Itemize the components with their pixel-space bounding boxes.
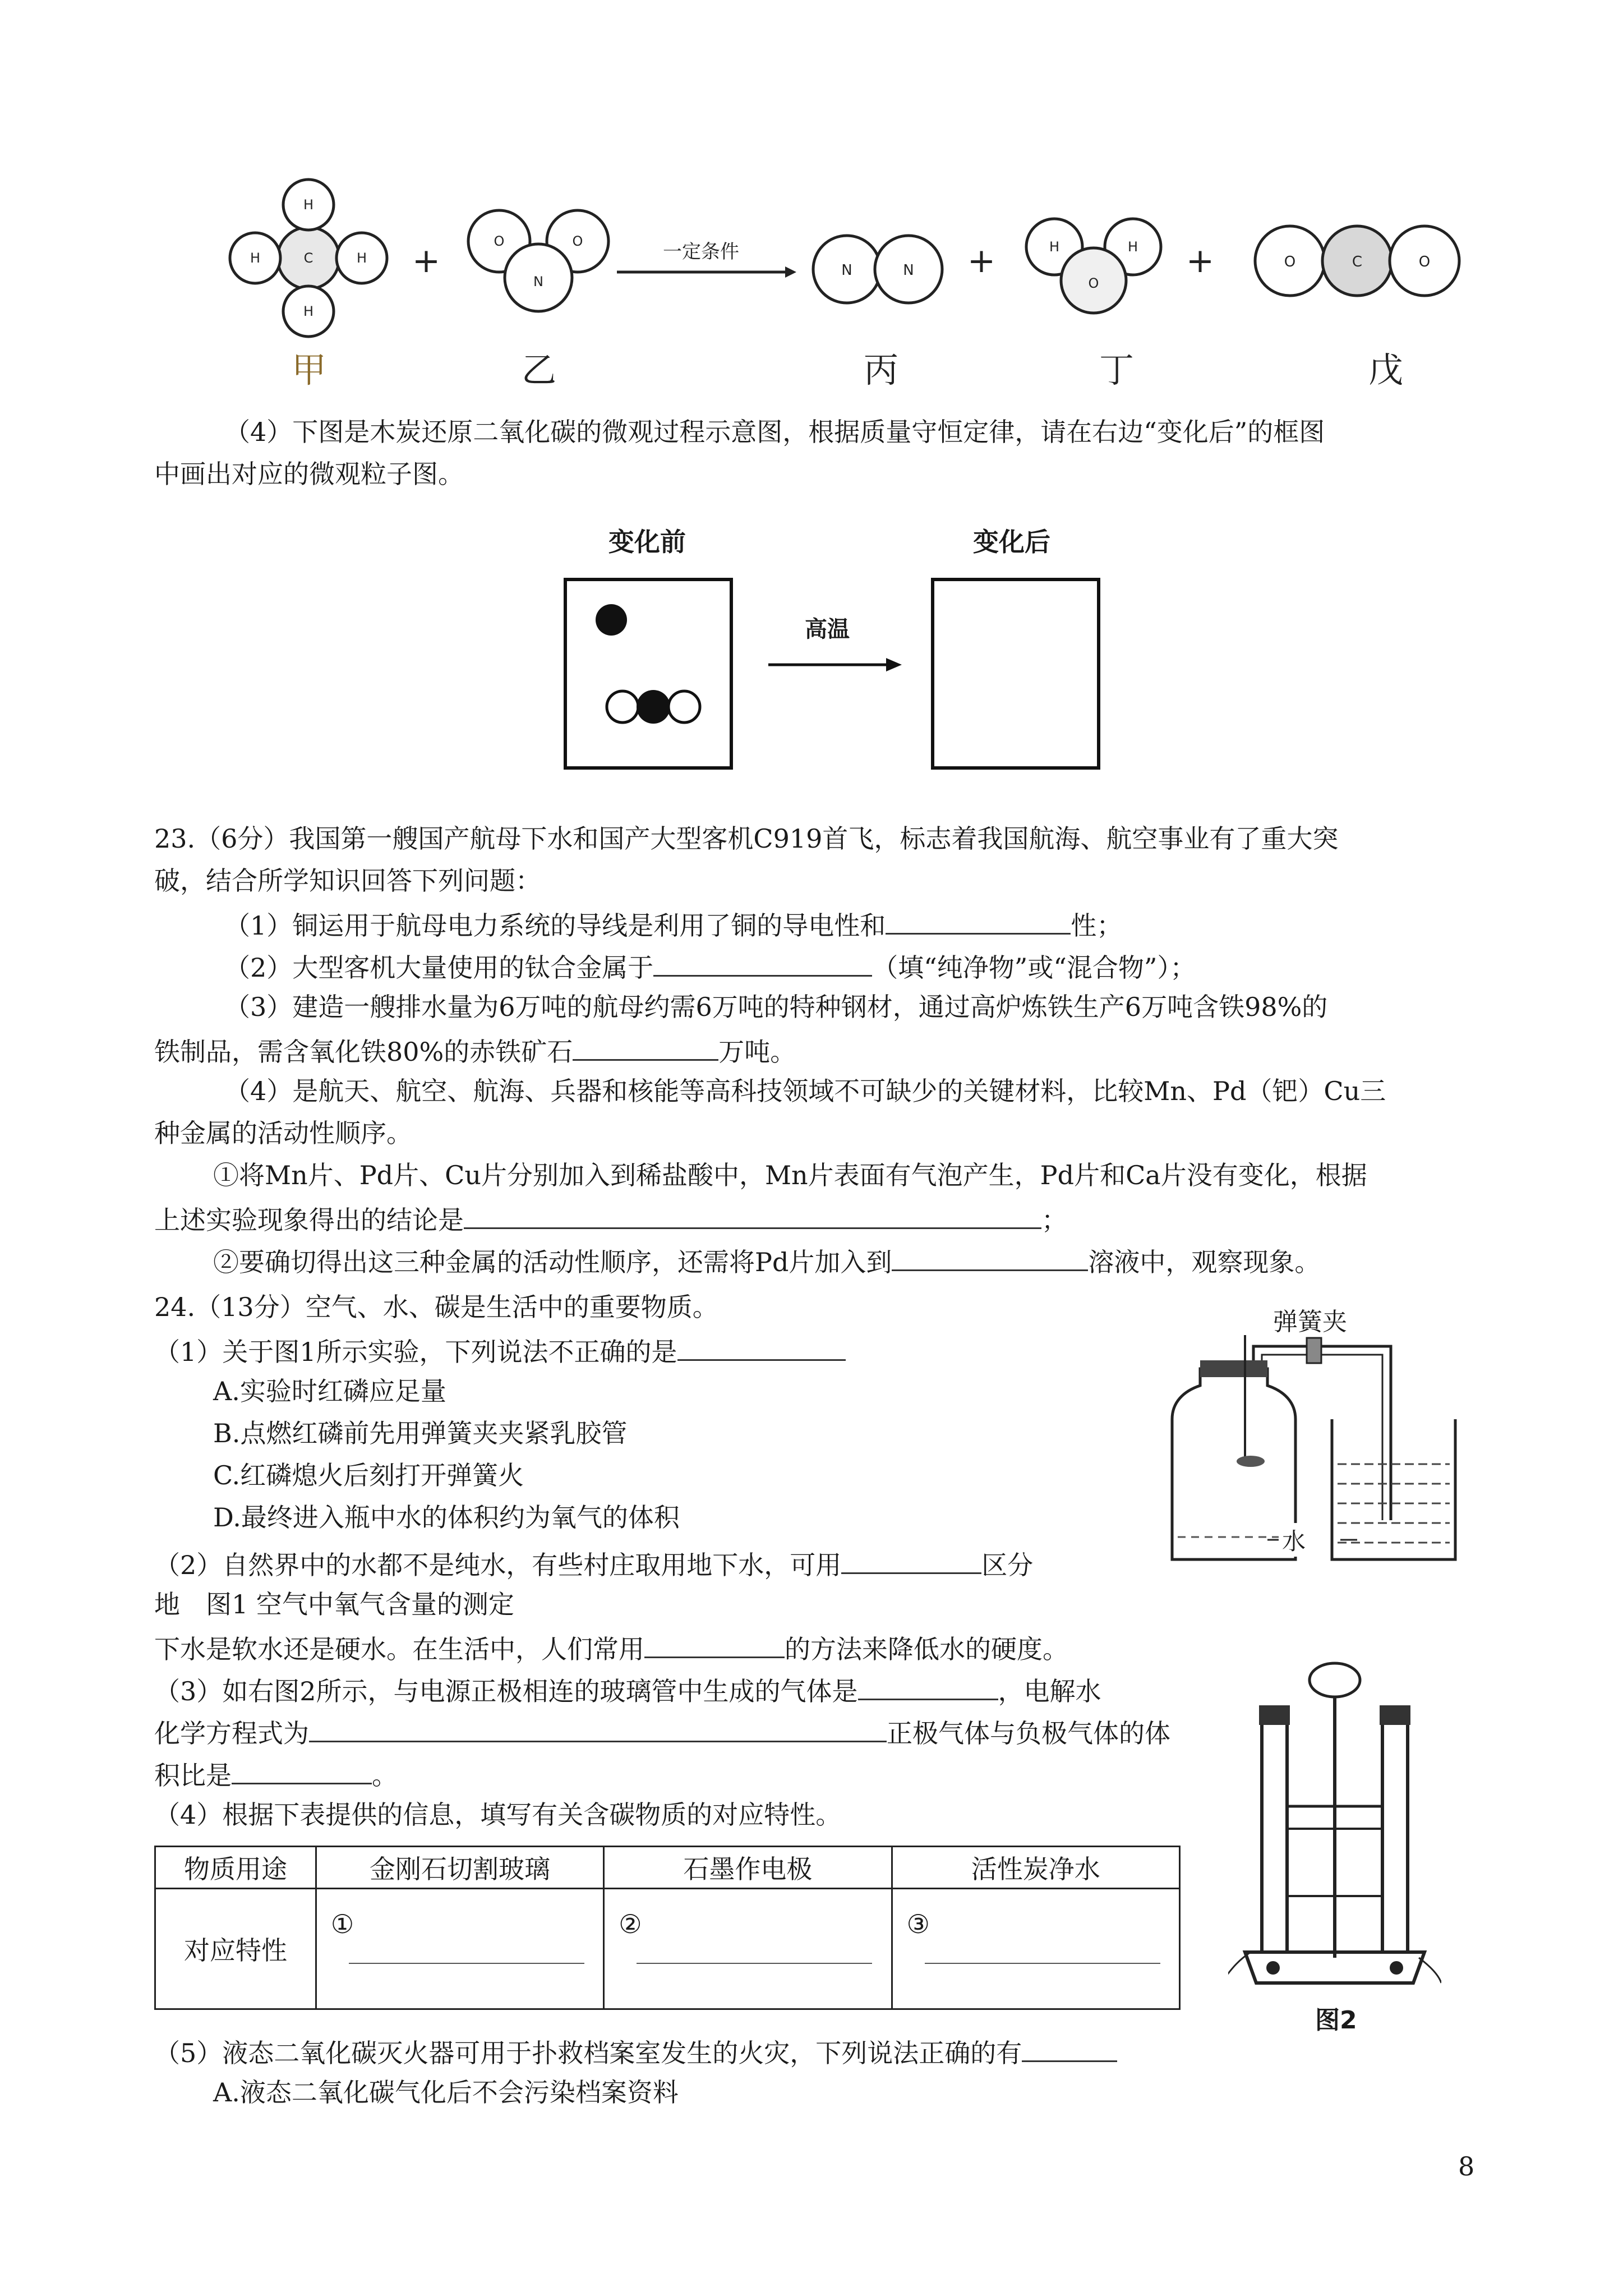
answer-blank[interactable] xyxy=(349,1962,584,1964)
q23-2-suffix: （填“纯净物”或“混合物”）； xyxy=(872,953,1196,983)
q23-2-text: （2）大型客机大量使用的钛合金属于 xyxy=(224,953,654,983)
before-title: 变化前 xyxy=(608,527,686,557)
q24-2-line3 xyxy=(154,1630,1068,1666)
q23-4-sub1-text: 上述实验现象得出的结论是 xyxy=(154,1205,464,1235)
before-particles xyxy=(564,578,732,769)
svg-text:C: C xyxy=(303,250,313,266)
answer-blank[interactable] xyxy=(886,906,1071,935)
reaction-diagram xyxy=(213,168,1503,404)
fig2-electrolysis-apparatus xyxy=(1228,1660,1441,1997)
svg-text:O: O xyxy=(1418,254,1431,270)
table-row-label: 对应特性 xyxy=(155,1889,316,2009)
q23-3-suffix: 万吨。 xyxy=(718,1037,796,1067)
svg-text:O: O xyxy=(1284,254,1296,270)
q23-4-sub2 xyxy=(213,1243,1320,1279)
answer-blank[interactable] xyxy=(925,1962,1160,1964)
q24-3-line3 xyxy=(154,1756,398,1792)
answer-blank[interactable] xyxy=(841,1545,981,1574)
cell-mark: ① xyxy=(330,1909,354,1939)
carbon-atom xyxy=(596,604,627,636)
plus-sign: + xyxy=(967,241,996,280)
after-title: 变化后 xyxy=(973,527,1050,557)
q24-2-line3-suffix: 的方法来降低水的硬度。 xyxy=(785,1634,1068,1664)
answer-blank[interactable] xyxy=(309,1714,887,1742)
svg-text:O: O xyxy=(1088,275,1099,291)
molecule-ding xyxy=(1026,219,1161,313)
q24-2-line3-text: 下水是软水还是硬水。在生活中，人们常用 xyxy=(154,1634,644,1664)
q23-line2: 破，结合所学知识回答下列问题： xyxy=(154,866,541,896)
page-number: 8 xyxy=(1458,2151,1475,2182)
q24-line1: 24.（13分）空气、水、碳是生活中的重要物质。 xyxy=(154,1292,718,1322)
q24-1-option-a[interactable]: A.实验时红磷应足量 xyxy=(213,1376,446,1406)
svg-text:O: O xyxy=(494,233,505,249)
q24-1 xyxy=(154,1332,846,1369)
svg-text:H: H xyxy=(303,303,314,319)
q23-2 xyxy=(224,948,1196,984)
label-ding: 丁 xyxy=(1099,349,1135,390)
q24-3-line2-suffix: 正极气体与负极气体的体 xyxy=(887,1718,1170,1749)
cell-mark: ③ xyxy=(906,1909,930,1939)
oxygen-atom xyxy=(607,691,638,723)
svg-text:H: H xyxy=(356,250,367,266)
q24-1-option-b[interactable]: B.点燃红磷前先用弹簧夹夹紧乳胶管 xyxy=(213,1418,628,1448)
fig1-water-label: 水 xyxy=(1279,1523,1309,1557)
table-header: 活性炭净水 xyxy=(892,1847,1179,1889)
q24-2-text: （2）自然界中的水都不是纯水，有些村庄取用地下水，可用 xyxy=(154,1550,842,1580)
q23-3-line2 xyxy=(154,1032,796,1069)
svg-text:H: H xyxy=(1049,239,1060,255)
q24-5-option-a[interactable]: A.液态二氧化碳气化后不会污染档案资料 xyxy=(213,2077,679,2108)
q22-4-line1: （4）下图是木炭还原二氧化碳的微观过程示意图，根据质量守恒定律，请在右边“变化后”的框图 xyxy=(224,417,1325,447)
fig2-label: 图2 xyxy=(1315,2006,1357,2035)
table-header: 物质用途 xyxy=(155,1847,316,1889)
plus-sign: + xyxy=(412,241,441,280)
svg-text:O: O xyxy=(572,233,583,249)
q23-line1: 23.（6分）我国第一艘国产航母下水和国产大型客机C919首飞，标志着我国航海、航空事业有了重大突 xyxy=(154,823,1339,854)
answer-cell[interactable] xyxy=(892,1889,1179,2009)
q23-4-sub1-line2 xyxy=(154,1200,1067,1237)
carbon-properties-table xyxy=(154,1846,1181,2010)
answer-blank[interactable] xyxy=(232,1756,372,1784)
q23-1 xyxy=(224,906,1122,942)
q23-3-line1: （3）建造一艘排水量为6万吨的航母约需6万吨的特种钢材，通过高炉炼铁生产6万吨含铁98%的 xyxy=(224,992,1328,1022)
answer-blank[interactable] xyxy=(677,1332,846,1361)
answer-blank[interactable] xyxy=(644,1630,785,1658)
q23-4-line1: （4）是航天、航空、航海、兵器和核能等高科技领域不可缺少的关键材料，比较Mn、Pd（钯）Cu三 xyxy=(224,1076,1386,1106)
arrow-head xyxy=(785,266,796,278)
q24-2-line2: 地 图1 空气中氧气含量的测定 xyxy=(154,1589,514,1619)
reaction-condition: 一定条件 xyxy=(663,241,739,263)
q24-1-text: （1）关于图1所示实验，下列说法不正确的是 xyxy=(154,1337,677,1367)
q23-4-sub1: ①将Mn片、Pd片、Cu片分别加入到稀盐酸中，Mn片表面有气泡产生，Pd片和Ca片没有变化，根据 xyxy=(213,1160,1367,1190)
q22-4-line2: 中画出对应的微观粒子图。 xyxy=(154,459,464,489)
svg-text:H: H xyxy=(1127,239,1138,255)
q24-5 xyxy=(154,2033,1117,2070)
after-box[interactable] xyxy=(931,578,1100,770)
table-header: 金刚石切割玻璃 xyxy=(316,1847,603,1889)
svg-text:N: N xyxy=(903,262,914,279)
q24-3-line2 xyxy=(154,1714,1170,1750)
q23-1-suffix: 性； xyxy=(1071,910,1123,941)
svg-text:C: C xyxy=(1352,254,1363,270)
answer-cell[interactable] xyxy=(604,1889,892,2009)
q24-3-text: （3）如右图2所示，与电源正极相连的玻璃管中生成的气体是 xyxy=(154,1676,858,1706)
q24-5-text: （5）液态二氧化碳灭火器可用于扑救档案室发生的火灾，下列说法正确的有 xyxy=(154,2038,1022,2068)
answer-blank[interactable] xyxy=(858,1672,998,1700)
q24-4: （4）根据下表提供的信息，填写有关含碳物质的对应特性。 xyxy=(154,1800,842,1830)
answer-blank[interactable] xyxy=(892,1243,1088,1271)
q23-3-text: 铁制品，需含氧化铁80%的赤铁矿石 xyxy=(154,1037,573,1067)
oxygen-atom xyxy=(668,691,700,723)
fig1-apparatus xyxy=(1155,1335,1469,1571)
label-wu: 戊 xyxy=(1368,349,1404,390)
molecule-bing xyxy=(813,236,942,303)
fig1-clamp-label: 弹簧夹 xyxy=(1273,1308,1347,1336)
answer-blank[interactable] xyxy=(653,948,872,977)
q24-3-line1 xyxy=(154,1672,1101,1708)
carbon-atom xyxy=(637,690,670,724)
q24-3-line3-suffix: 。 xyxy=(372,1760,398,1791)
q23-4-sub2-suffix: 溶液中，观察现象。 xyxy=(1088,1247,1321,1277)
condition-label: 高温 xyxy=(805,616,850,642)
svg-text:H: H xyxy=(303,197,314,213)
molecule-yi xyxy=(468,210,608,311)
q23-4-line2: 种金属的活动性顺序。 xyxy=(154,1118,412,1148)
q24-3-suffix: ，电解水 xyxy=(998,1676,1101,1706)
svg-text:H: H xyxy=(250,250,261,266)
label-yi: 乙 xyxy=(522,349,557,390)
answer-blank[interactable] xyxy=(637,1962,872,1964)
answer-blank[interactable] xyxy=(1022,2033,1117,2062)
q24-3-line2-text: 化学方程式为 xyxy=(154,1718,309,1749)
plus-sign: + xyxy=(1186,241,1215,280)
answer-cell[interactable] xyxy=(316,1889,603,2009)
answer-blank[interactable] xyxy=(573,1032,718,1061)
cell-mark: ② xyxy=(619,1909,642,1939)
answer-blank[interactable] xyxy=(464,1200,1041,1229)
q23-1-text: （1）铜运用于航母电力系统的导线是利用了铜的导电性和 xyxy=(224,910,886,941)
q24-2-suffix: 区分 xyxy=(981,1550,1034,1580)
label-bing: 丙 xyxy=(864,349,899,390)
label-jia: 甲 xyxy=(292,349,327,390)
table-header: 石墨作电极 xyxy=(604,1847,892,1889)
q24-2-line1 xyxy=(154,1545,1033,1582)
svg-text:N: N xyxy=(533,274,543,289)
q24-1-option-c[interactable]: C.红磷熄火后刻打开弹簧火 xyxy=(213,1460,524,1490)
process-arrow xyxy=(768,654,903,676)
q24-1-option-d[interactable]: D.最终进入瓶中水的体积约为氧气的体积 xyxy=(213,1502,680,1533)
q23-4-sub2-text: ②要确切得出这三种金属的活动性顺序，还需将Pd片加入到 xyxy=(213,1247,892,1277)
q23-4-sub1-suffix: ； xyxy=(1041,1205,1067,1235)
q24-3-line3-text: 积比是 xyxy=(154,1760,232,1791)
svg-text:N: N xyxy=(841,262,852,279)
